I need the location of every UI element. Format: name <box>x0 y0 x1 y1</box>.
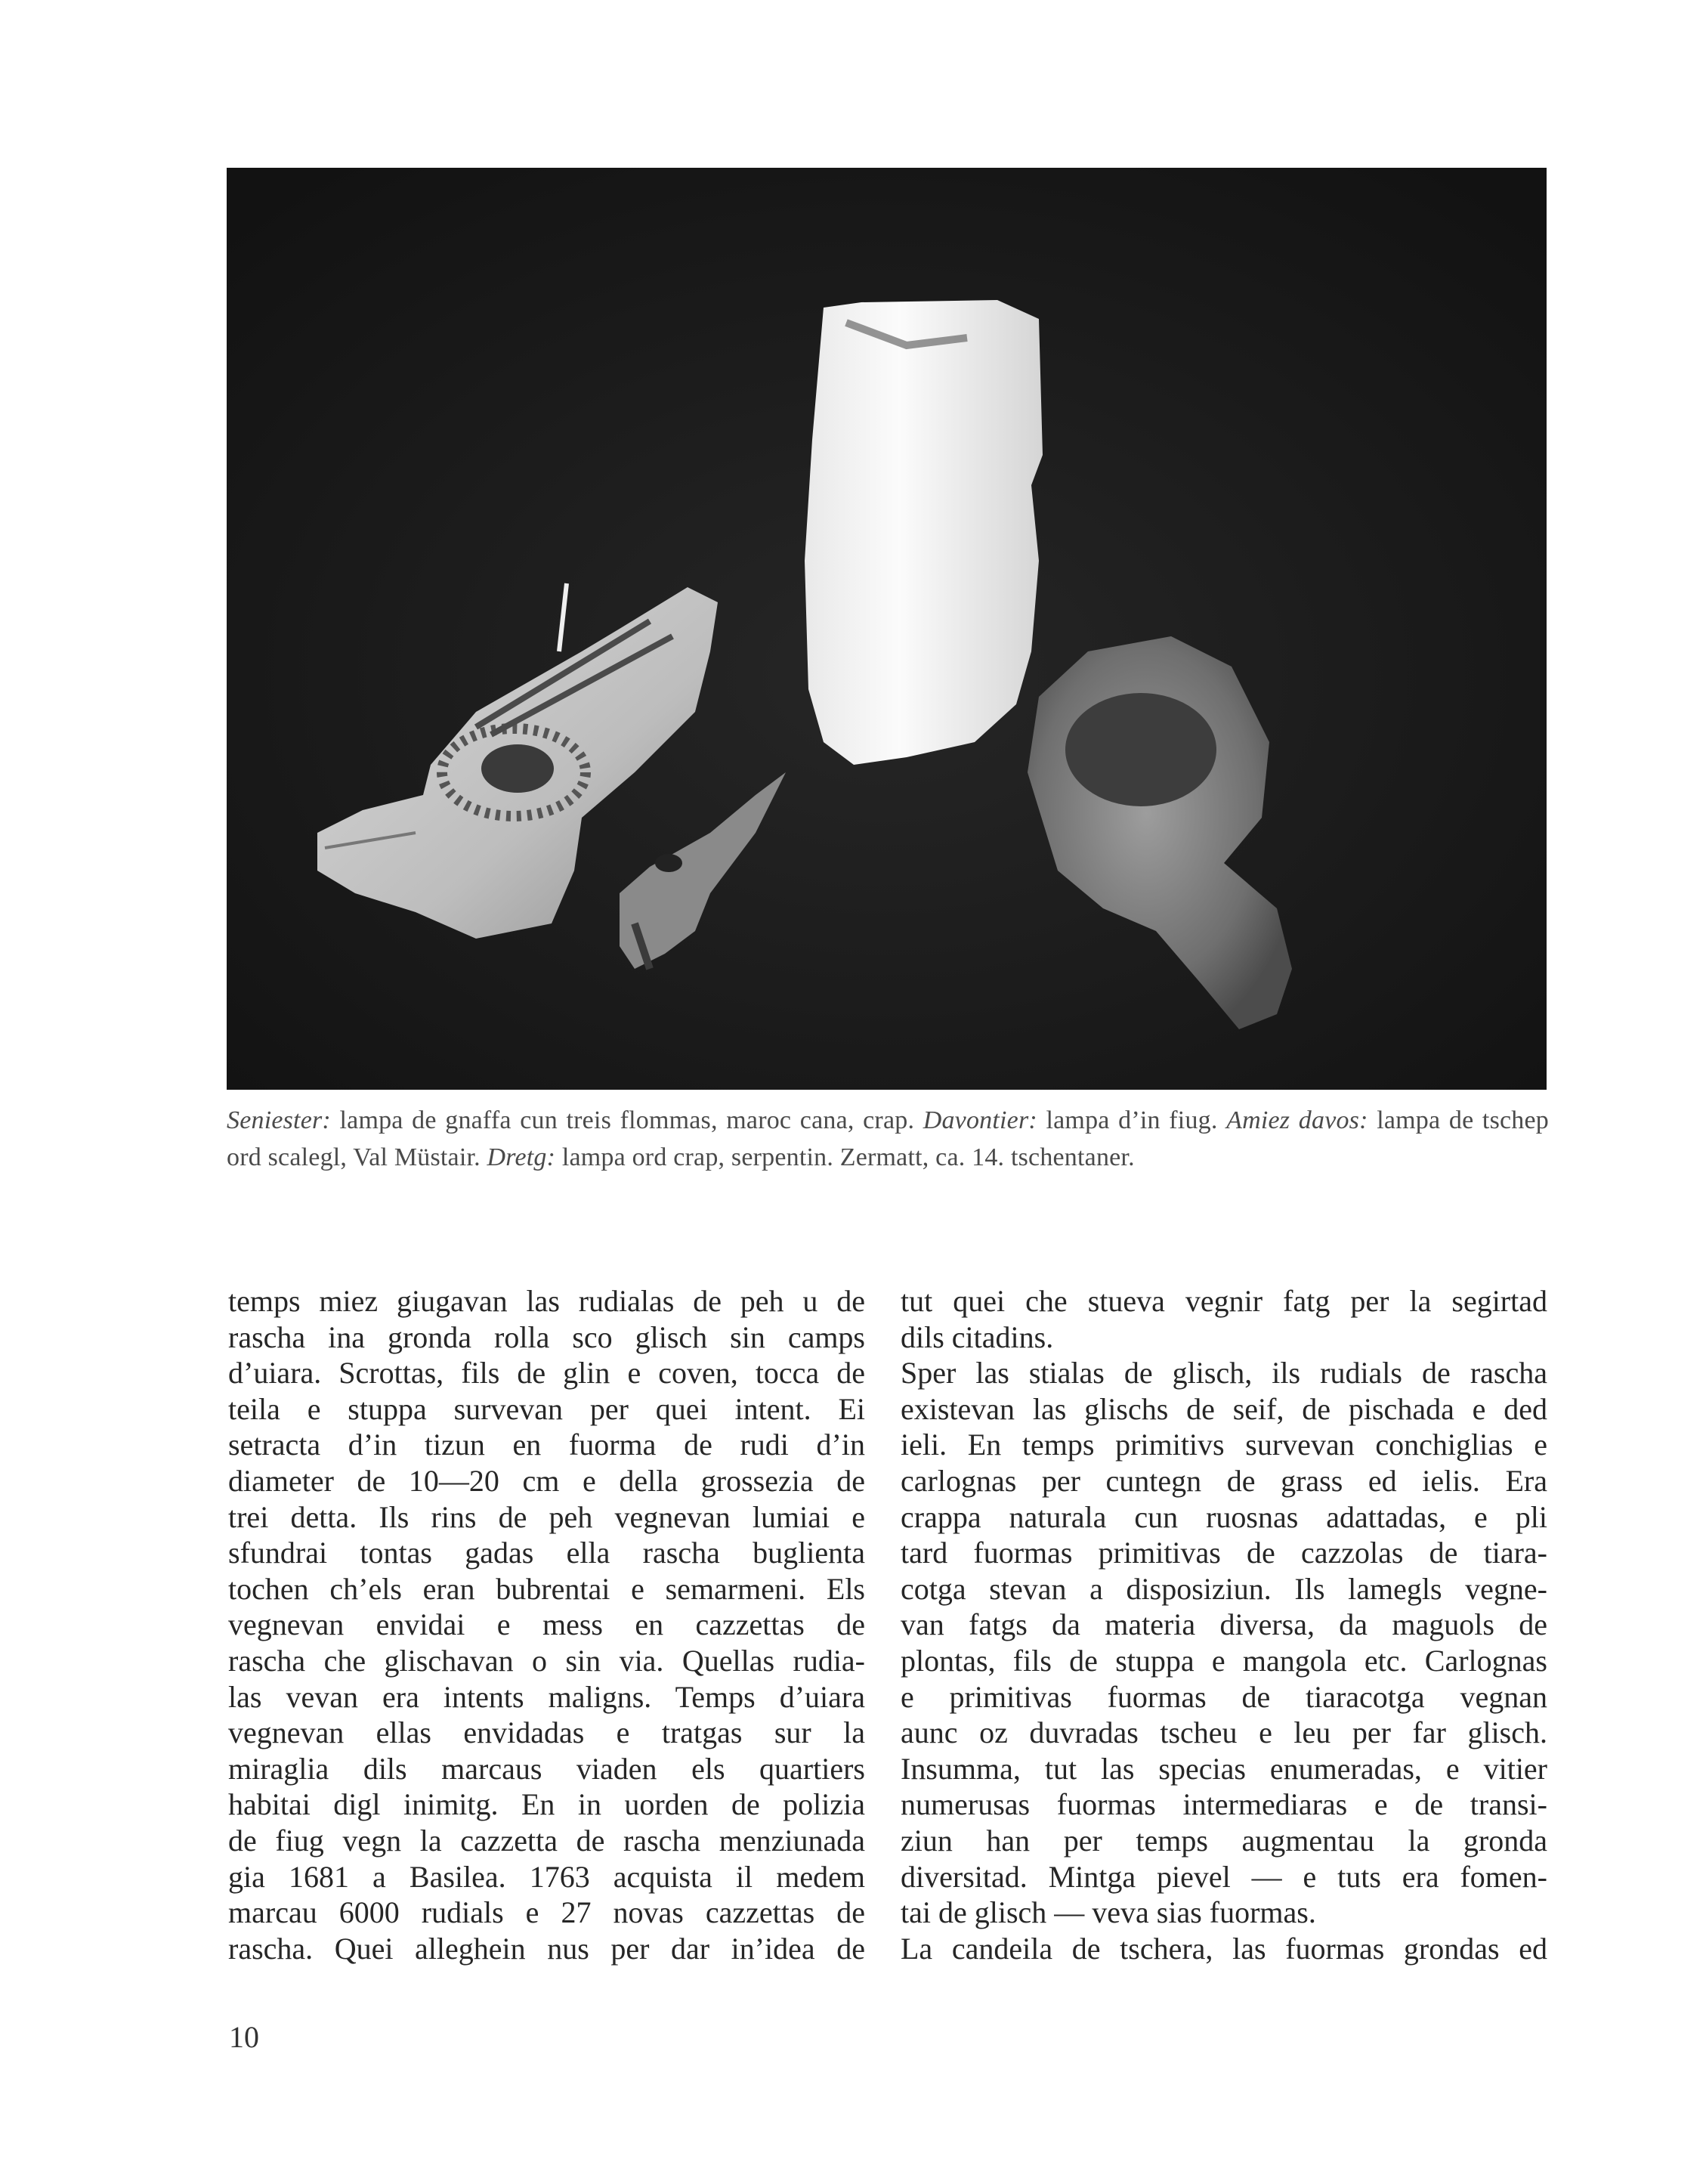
text-line: tard fuormas primitivas de cazzolas de tiara- <box>901 1536 1547 1570</box>
text-line: tai de glisch — veva sias fuormas. <box>901 1895 1316 1930</box>
text-line: diversitad. Mintga pievel — e tuts era fomen- <box>901 1859 1547 1894</box>
text-line: de fiug vegn la cazzetta de rascha menziunada <box>228 1823 865 1858</box>
text-line: vegnevan ellas envidadas e tratgas sur la <box>228 1715 865 1750</box>
text-line: cotga stevan a disposiziun. Ils lamegls vegne- <box>901 1571 1547 1606</box>
text-line: ziun han per temps augmentau la gronda <box>901 1823 1547 1858</box>
text-line: dils citadins. <box>901 1319 1054 1354</box>
text-line: d’uiara. Scrottas, fils de glin e coven, tocca de <box>228 1356 865 1391</box>
lamps-illustration <box>227 168 1547 1090</box>
text-line: rascha che glischavan o sin via. Quellas rudia- <box>228 1643 865 1678</box>
text-line: miraglia dils marcaus viaden els quartiers <box>228 1751 865 1786</box>
text-line: ieli. En temps primitivs survevan conchiglias e <box>901 1428 1547 1462</box>
text-line: tochen ch’els eran bubrentai e semarmeni. Els <box>228 1571 865 1606</box>
text-line: carlognas per cuntegn de grass ed ielis. Era <box>901 1463 1547 1498</box>
text-line: aunc oz duvradas tscheu e leu per far glisch. <box>901 1715 1547 1750</box>
caption-text: lampa de gnaffa cun treis flommas, maroc cana, crap. <box>330 1106 923 1134</box>
page-number: 10 <box>229 2020 259 2054</box>
text-line: temps miez giugavan las rudialas de peh u de <box>228 1284 865 1318</box>
text-line: Insumma, tut las specias enumeradas, e vitier <box>901 1751 1547 1786</box>
caption-text: lampa ord crap, serpentin. Zermatt, ca. 14. tschentaner. <box>555 1143 1135 1171</box>
body-column-right <box>901 1283 1547 1966</box>
caption-text: lampa d’in fiug. <box>1037 1106 1227 1134</box>
text-line: las vevan era intents maligns. Temps d’uiara <box>228 1679 865 1714</box>
text-line: van fatgs da materia diversa, da maguols de <box>901 1607 1547 1642</box>
text-line: diameter de 10—20 cm e della grossezia de <box>228 1463 865 1498</box>
text-line: rascha. Quei alleghein nus per dar in’idea de <box>228 1931 865 1966</box>
text-line: existevan las glischs de seif, de pischada e ded <box>901 1391 1547 1426</box>
text-line: sfundrai tontas gadas ella rascha buglienta <box>228 1536 865 1570</box>
caption-text: lampa de tschep ord scalegl, Val Müstair. <box>227 1106 1549 1171</box>
text-line: habitai digl inimitg. En in uorden de polizia <box>228 1787 865 1822</box>
text-line: e primitivas fuormas de tiaracotga vegnan <box>901 1679 1547 1714</box>
text-line: teila e stuppa survevan per quei intent. Ei <box>228 1391 865 1426</box>
body-column-left <box>228 1283 865 1966</box>
figure-caption <box>227 1102 1549 1176</box>
caption-label-front: Davontier: <box>923 1106 1037 1134</box>
caption-label-right: Dretg: <box>487 1143 556 1171</box>
text-line: trei detta. Ils rins de peh vegnevan lumiai e <box>228 1499 865 1534</box>
text-line: marcau 6000 rudials e 27 novas cazzettas de <box>228 1895 865 1930</box>
caption-label-middle-back: Amiez davos: <box>1226 1106 1368 1134</box>
text-line: Sper las stialas de glisch, ils rudials de rascha <box>901 1356 1547 1391</box>
caption-label-left: Seniester: <box>227 1106 331 1134</box>
text-line: numerusas fuormas intermediaras e de transi- <box>901 1787 1547 1822</box>
text-line: setracta d’in tizun en fuorma de rudi d’in <box>228 1428 865 1462</box>
text-line: rascha ina gronda rolla sco glisch sin camps <box>228 1319 865 1354</box>
text-line: tut quei che stueva vegnir fatg per la segirtad <box>901 1284 1547 1318</box>
text-line: plontas, fils de stuppa e mangola etc. Carlognas <box>901 1643 1547 1678</box>
text-line: gia 1681 a Basilea. 1763 acquista il medem <box>228 1859 865 1894</box>
figure-photograph <box>227 168 1547 1090</box>
text-line: La candeila de tschera, las fuormas grondas ed <box>901 1931 1547 1966</box>
text-line: crappa naturala cun ruosnas adattadas, e pli <box>901 1499 1547 1534</box>
white-fire-lamp <box>805 300 1043 765</box>
text-line: vegnevan envidai e mess en cazzettas de <box>228 1607 865 1642</box>
